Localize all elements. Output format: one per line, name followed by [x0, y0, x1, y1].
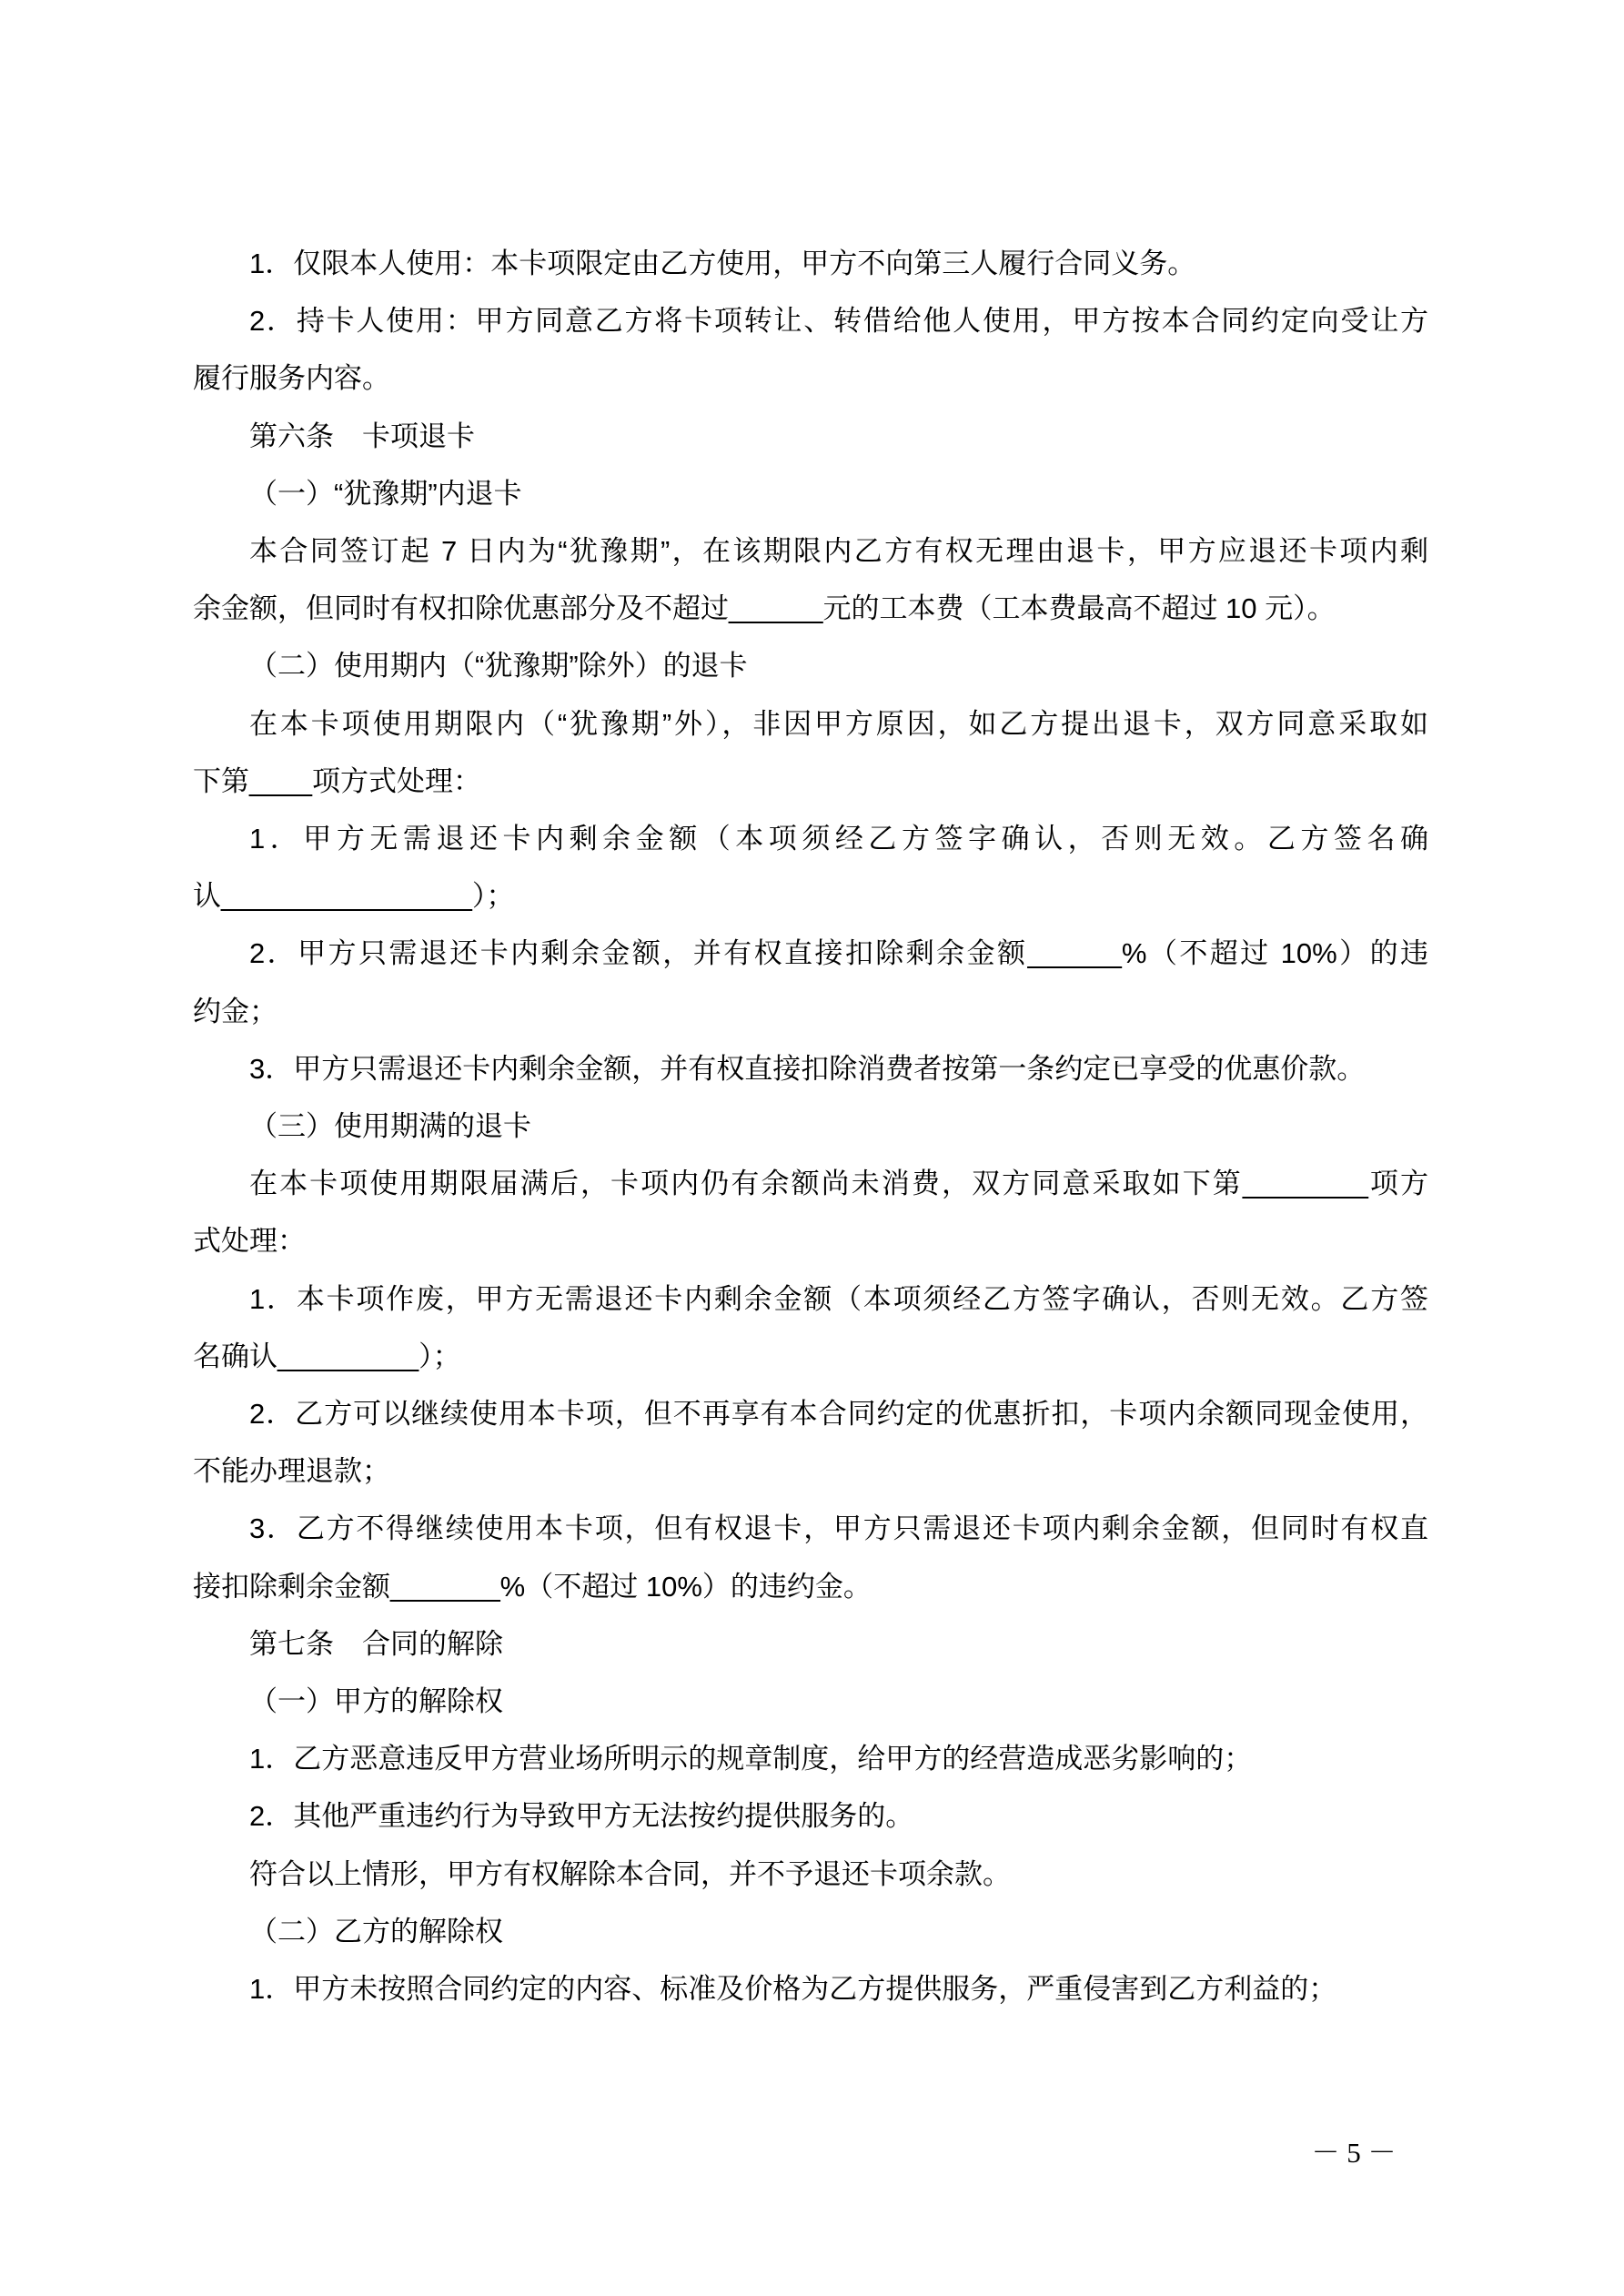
- text-line: 在本卡项使用期限届满后，卡项内仍有余额尚未消费，双方同意采取如下第________项方: [249, 1168, 1428, 1200]
- text-line: 下第____项方式处理：: [193, 764, 481, 797]
- text-line: 履行服务内容。: [193, 362, 390, 395]
- text-line: 1．甲方无需退还卡内剩余金额（本项须经乙方签字确认，否则无效。乙方签名确: [249, 823, 1428, 855]
- text-line: 符合以上情形，甲方有权解除本合同，并不予退还卡项余款。: [249, 1857, 1011, 1890]
- text-line: 2．乙方可以继续使用本卡项，但不再享有本合同约定的优惠折扣，卡项内余额同现金使用，: [249, 1398, 1428, 1431]
- text-line: 2．甲方只需退还卡内剩余金额，并有权直接扣除剩余金额______%（不超过 10%）的违: [249, 937, 1428, 970]
- text-line: 2．持卡人使用：甲方同意乙方将卡项转让、转借给他人使用，甲方按本合同约定向受让方: [249, 305, 1428, 338]
- text-line: 认________________）；: [193, 880, 515, 913]
- text-line: 1．乙方恶意违反甲方营业场所明示的规章制度，给甲方的经营造成恶劣影响的；: [249, 1743, 1253, 1775]
- text-line: （二）使用期内（“犹豫期”除外）的退卡: [249, 650, 748, 683]
- text-line: 1．本卡项作废，甲方无需退还卡内剩余金额（本项须经乙方签字确认，否则无效。乙方签: [249, 1282, 1428, 1315]
- text-line: （三）使用期满的退卡: [249, 1110, 531, 1143]
- text-line: 在本卡项使用期限内（“犹豫期”外），非因甲方原因，如乙方提出退卡，双方同意采取如: [249, 707, 1428, 740]
- text-line: 1．仅限本人使用：本卡项限定由乙方使用，甲方不向第三人履行合同义务。: [249, 248, 1196, 279]
- text-line: （一）甲方的解除权: [249, 1685, 503, 1718]
- text-line: 式处理：: [193, 1225, 306, 1258]
- text-line: （一）“犹豫期”内退卡: [249, 477, 522, 510]
- text-block: [193, 235, 1428, 2018]
- text-line: 余金额，但同时有权扣除优惠部分及不超过______元的工本费（工本费最高不超过 10 元）。: [193, 592, 1336, 625]
- text-line: 接扣除剩余金额_______%（不超过 10%）的违约金。: [193, 1570, 872, 1603]
- text-line: 3．甲方只需退还卡内剩余金额，并有权直接扣除消费者按第一条约定已享受的优惠价款。: [249, 1052, 1366, 1085]
- page-number: － 5 －: [1311, 2137, 1397, 2169]
- text-line: 名确认_________）；: [193, 1340, 461, 1372]
- text-line: 不能办理退款；: [193, 1455, 390, 1488]
- text-line: 约金；: [193, 995, 277, 1027]
- text-line: 1．甲方未按照合同约定的内容、标准及价格为乙方提供服务，严重侵害到乙方利益的；: [249, 1973, 1337, 2006]
- text-line: 本合同签订起 7 日内为“犹豫期”，在该期限内乙方有权无理由退卡，甲方应退还卡项内剩: [249, 535, 1428, 568]
- text-line: （二）乙方的解除权: [249, 1915, 503, 1947]
- text-line: 2．其他严重违约行为导致甲方无法按约提供服务的。: [249, 1800, 914, 1833]
- section-heading: 第六条 卡项退卡: [249, 420, 475, 452]
- section-heading: 第七条 合同的解除: [249, 1627, 503, 1660]
- text-line: 3．乙方不得继续使用本卡项，但有权退卡，甲方只需退还卡项内剩余金额，但同时有权直: [249, 1512, 1428, 1545]
